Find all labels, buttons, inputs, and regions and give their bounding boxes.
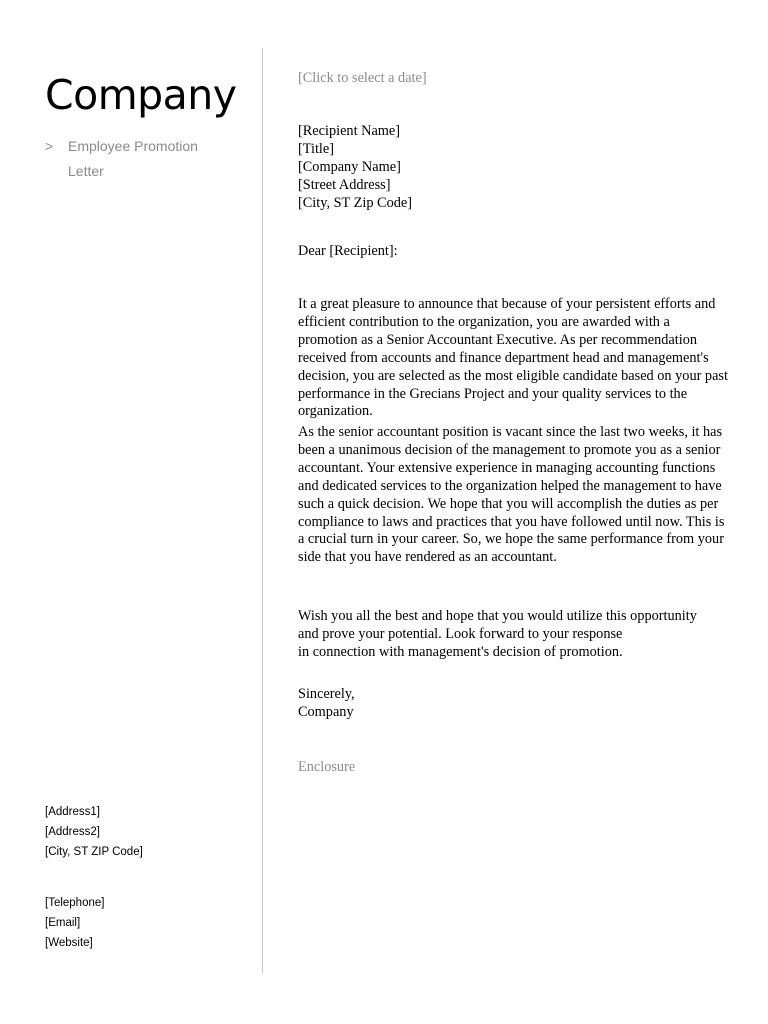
enclosure-label[interactable]: Enclosure <box>298 759 356 775</box>
address-line-2: [Address2] <box>45 826 100 838</box>
website-field: [Website] <box>45 937 93 949</box>
recipient-block[interactable] <box>298 123 412 213</box>
telephone-field: [Telephone] <box>45 897 105 909</box>
address-block[interactable] <box>45 802 143 862</box>
letter-body <box>298 0 728 1024</box>
subtitle-text: Employee Promotion Letter <box>68 138 198 179</box>
contact-block[interactable] <box>45 893 104 953</box>
recipient-city: [City, ST Zip Code] <box>298 194 412 211</box>
paragraph-3-line: and prove your potential. Look forward to your response <box>298 625 623 642</box>
paragraph-3-line: in connection with management's decision of promotion. <box>298 643 623 660</box>
company-name[interactable]: Company <box>45 71 237 119</box>
body-paragraph-2[interactable]: As the senior accountant position is vacant since the last two weeks, it has been a unanimous decision of the management to promote you as a senior accountant. Your extensive experience in managing accounting functions and dedicated services to the organization helped the management to have such a quick decision. We hope that you will accomplish the duties as per compliance to laws and practices that you have followed until now. This is a crucial turn in your career. So, we hope the same performance from your side that you have rendered as an accountant. <box>298 424 725 566</box>
chevron-right-icon: > <box>45 138 54 154</box>
recipient-title: [Title] <box>298 140 335 157</box>
recipient-name: [Recipient Name] <box>298 123 401 139</box>
column-divider <box>262 48 263 974</box>
closing-text: Sincerely, <box>298 686 355 702</box>
address-city-line: [City, ST ZIP Code] <box>45 846 143 858</box>
email-field: [Email] <box>45 917 81 929</box>
date-picker-placeholder[interactable]: [Click to select a date] <box>298 70 427 86</box>
sidebar <box>0 0 262 1024</box>
paragraph-3-line: Wish you all the best and hope that you would utilize this opportunity <box>298 608 697 624</box>
body-paragraph-1[interactable]: It a great pleasure to announce that because of your persistent efforts and efficient contribution to the organization, you are awarded with a promotion as a Senior Accountant Executive. As per recommendation received from accounts and finance department head and management's decision, you are selected as the most eligible candidate based on your past performance in the Grecians Project and your quality services to the organization. <box>298 296 728 420</box>
signature-name: Company <box>298 703 354 720</box>
body-paragraph-3[interactable] <box>298 608 728 662</box>
document-subtitle[interactable] <box>45 134 245 184</box>
recipient-street: [Street Address] <box>298 176 391 193</box>
recipient-company: [Company Name] <box>298 158 401 175</box>
salutation[interactable]: Dear [Recipient]: <box>298 243 398 259</box>
address-line-1: [Address1] <box>45 806 100 818</box>
closing-block[interactable] <box>298 686 355 722</box>
